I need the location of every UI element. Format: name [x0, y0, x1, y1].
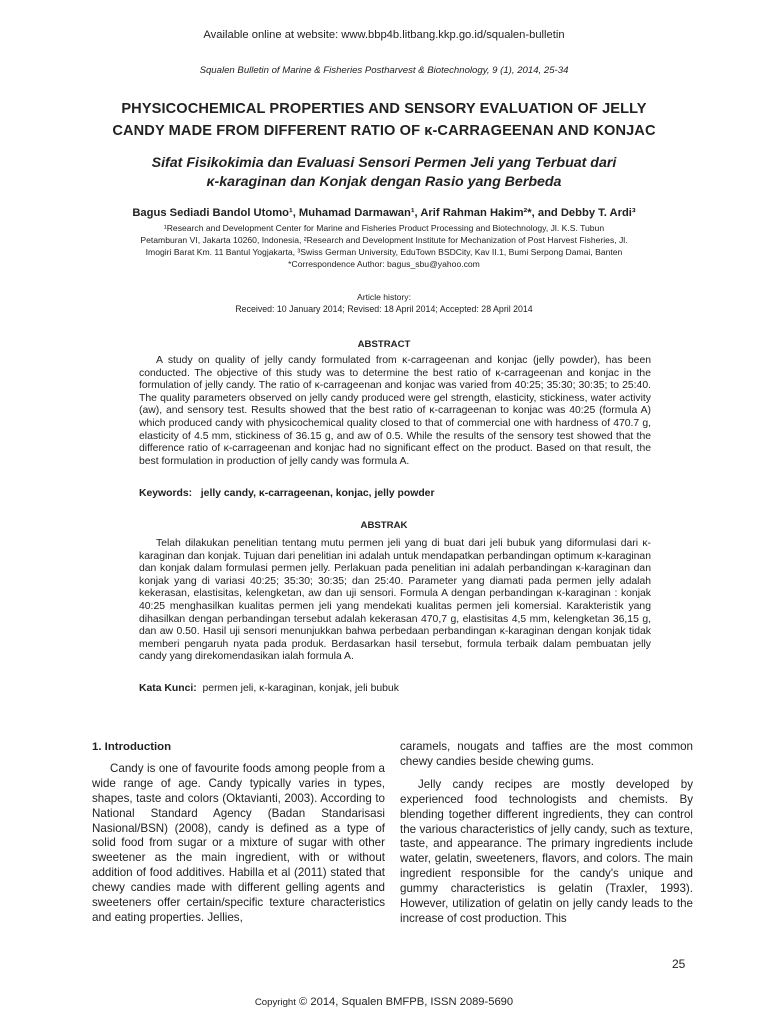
title-line-2: CANDY MADE FROM DIFFERENT RATIO OF κ-CARRAGEENAN AND KONJAC	[112, 123, 656, 139]
abstrak-heading: ABSTRAK	[360, 520, 408, 531]
subtitle-line-1: Sifat Fisikokimia dan Evaluasi Sensori Permen Jeli yang Terbuat dari	[151, 155, 617, 171]
correspondence-line: *Correspondence Author: bagus_sbu@yahoo.com	[288, 259, 480, 269]
keywords-list: jelly candy, κ-carrageenan, konjac, jelly powder	[200, 488, 435, 499]
kata-kunci	[139, 683, 651, 694]
paper-title	[0, 98, 768, 142]
paper-subtitle	[0, 154, 768, 192]
body-column-right	[400, 740, 693, 927]
kata-kunci-label: Kata Kunci:	[139, 683, 197, 694]
intro-paragraph-continued: caramels, nougats and taffies are the most common chewy candies beside chewing gums.	[400, 740, 693, 768]
abstract-text	[139, 355, 651, 468]
history-label: Article history:	[357, 292, 411, 302]
affiliation-line-3: Imogiri Barat Km. 11 Bantul Yogjakarta, ³Swiss German University, EduTown BSDCity, Kav II.1, Bumi Serpong Damai, Banten	[145, 247, 623, 257]
website-line: Available online at website: www.bbp4b.litbang.kkp.go.id/squalen-bulletin	[203, 29, 565, 41]
copyright-text: © 2014, Squalen BMFPB, ISSN 2089-5690	[299, 996, 514, 1008]
affiliation-line-1: ¹Research and Development Center for Marine and Fisheries Product Processing and Biotechnology, Jl. K.S. Tubun	[163, 223, 605, 233]
affiliation-line-2: Petamburan VI, Jakarta 10260, Indonesia, ²Research and Development Institute for Mechanization of Post Harvest Fisheries, Jl.	[140, 235, 628, 245]
copyright-footer	[0, 996, 768, 1008]
history-dates: Received: 10 January 2014; Revised: 18 April 2014; Accepted: 28 April 2014	[235, 304, 533, 314]
abstrak-text	[139, 538, 651, 664]
affiliations	[80, 222, 688, 270]
abstrak-paragraph: Telah dilakukan penelitian tentang mutu permen jeli yang di buat dari jeli bubuk yang diformulasi dari κ-karaginan dan konjak. Tujuan dari penelitian ini adalah untuk mendapatkan perbandingan optimum κ-karaginan dan konjak dalam formulasi permen jelly. Perlakuan pada penelitian ini adalah perbandingan κ-karaginan dan konjak yang di variasi 40:25; 35:30; 30:35; dan 25:40. Parameter yang diamati pada permen jelly adalah kekerasan, elastisitas, kelengketan, aw dan uji sensori. Formula A dengan perbandingan κ-karaginan : konjak 40:25 menghasilkan kualitas permen jeli yang mendekati kualitas permen jeli komersial. Karakteristik yang dihasilkan dengan perbandingan tersebut adalah kekerasan 470,7 g, elastisitas 4,5 mm, kelengketan 36,15 g, dan aw 0.50. Hasil uji sensori menunjukkan bahwa perbedaan perbandingan κ-karaginan dengan konjak tidak memberi pengaruh nyata pada produk. Berdasarkan hasil tersebut, formula terbaik dalam pembuatan jelly candy yang direkomendasikan ialah formula A.	[139, 538, 651, 663]
journal-citation: Squalen Bulletin of Marine & Fisheries Postharvest & Biotechnology, 9 (1), 2014, 25-34	[199, 65, 569, 76]
subtitle-line-2: κ-karaginan dan Konjak dengan Rasio yang Berbeda	[206, 174, 562, 190]
page-number: 25	[672, 957, 686, 971]
abstract-paragraph: A study on quality of jelly candy formulated from κ-carrageenan and konjac (jelly powder), has been conducted. The objective of this study was to determine the best ratio of κ-carrageenan and konjac in the formulation of jelly candy. The ratio of κ-carrageenan and konjac was varied from 40:25; 35:30; 30:35; to 25:40. The quality parameters observed on jelly candy produced were gel strength, elasticity, stickiness, water activity (aw), and sensory test. Results showed that the best ratio of κ-carrageenan to konjac was 40:25 (formula A) which produced candy with physicochemical quality closed to that of commercial one with hardness of 470.7 g, elasticity of 4.5 mm, stickiness of 36.15 g, and aw of 0.5. While the results of the sensory test showed that the difference ratio of κ-carrageenan and konjac had no significant effect on the product. Based on that result, the best formulation in production of jelly candy was formula A.	[139, 355, 651, 467]
body-column-left	[92, 740, 385, 926]
title-line-1: PHYSICOCHEMICAL PROPERTIES AND SENSORY EVALUATION OF JELLY	[121, 101, 647, 117]
author-list: Bagus Sediadi Bandol Utomo¹, Muhamad Darmawan¹, Arif Rahman Hakim²*, and Debby T. Ardi³	[132, 207, 636, 219]
kata-kunci-list: permen jeli, κ-karaginan, konjak, jeli bubuk	[202, 683, 399, 694]
intro-paragraph-1: Candy is one of favourite foods among people from a wide range of age. Candy typically varies in types, shapes, taste and colors (Oktavianti, 2003). According to National Standard Agency (Badan Standarisasi Nasional/BSN) (2008), candy is defined as a type of solid food from sugar or a mixture of sugar with other sweetener as the main ingredient, with or without addition of food additives. Habilla et al (2011) stated that chewy candies made with different gelling agents and sweeteners offer certain/specific texture characteristics and eating properties. Jellies,	[92, 761, 385, 924]
keywords-label: Keywords:	[139, 488, 193, 499]
copyright-label: Copyright	[254, 997, 296, 1008]
intro-paragraph-2: Jelly candy recipes are mostly developed by experienced food technologists and chemists. By blending together different ingredients, they can control the various characteristics of jelly candy, such as texture, taste, and appearance. The primary ingredients include water, gelatin, sweeteners, flavors, and colors. The main ingredient responsible for the candy's unique and gummy characteristics is gelatin (Traxler, 1993). However, utilization of gelatin on jelly candy leads to the increase of cost production. This	[400, 777, 693, 925]
abstract-heading: ABSTRACT	[357, 339, 411, 350]
section-heading-introduction: 1. Introduction	[92, 741, 172, 753]
keywords	[139, 488, 651, 499]
